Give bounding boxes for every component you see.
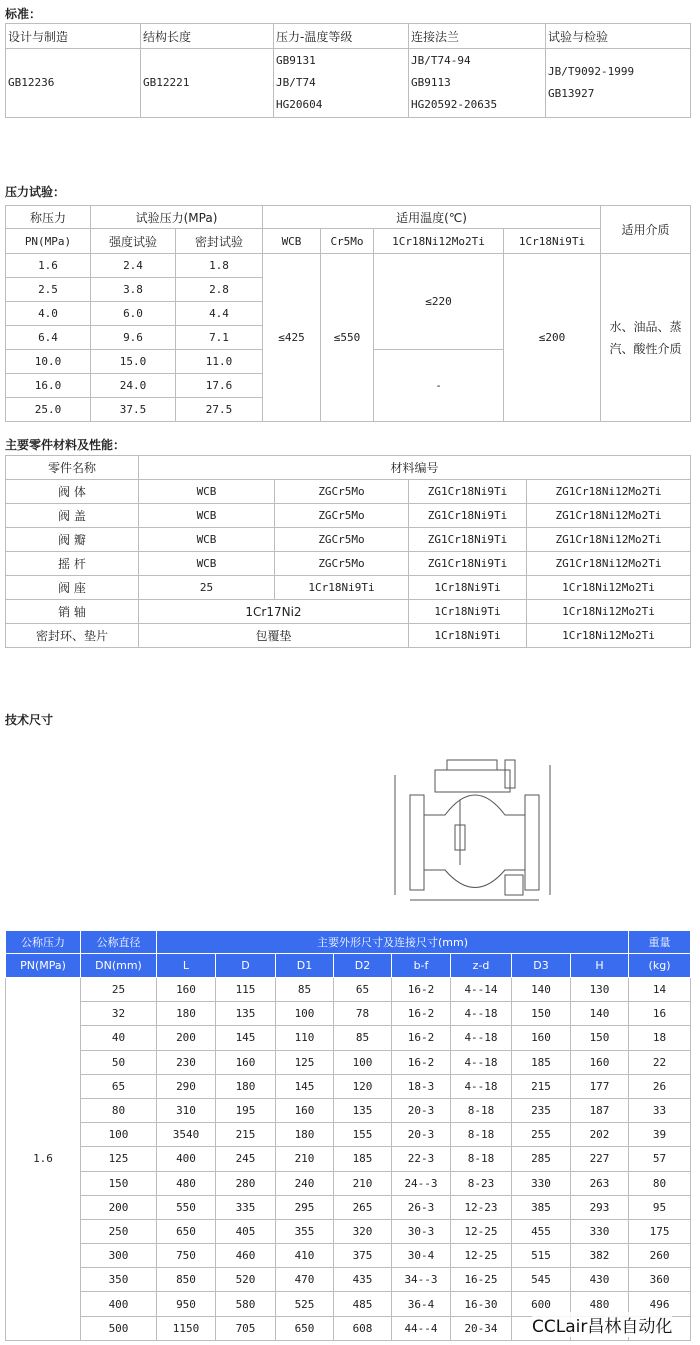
dimensions-title: 技术尺寸 — [5, 713, 54, 727]
table-cell — [141, 49, 274, 118]
column-header: 连接法兰 — [409, 24, 546, 49]
table-cell: 8-18 — [451, 1147, 512, 1171]
table-row — [6, 1098, 691, 1122]
table-cell — [274, 49, 409, 118]
table-cell: 200 — [81, 1195, 157, 1219]
table-cell: 405 — [216, 1219, 276, 1243]
table-cell: 600 — [512, 1292, 571, 1316]
table-cell: 110 — [276, 1026, 334, 1050]
part-name: 密封环、垫片 — [6, 624, 139, 648]
column-header: 重量 — [629, 931, 691, 954]
table-cell: 65 — [81, 1074, 157, 1098]
standard-code: JB/T74 — [276, 76, 316, 89]
table-cell: 295 — [276, 1195, 334, 1219]
table-cell: 335 — [216, 1195, 276, 1219]
table-cell: 39 — [629, 1123, 691, 1147]
table-cell: 57 — [629, 1147, 691, 1171]
table-cell: 20-34 — [451, 1316, 512, 1340]
table-row — [6, 49, 691, 118]
table-cell: 80 — [629, 1171, 691, 1195]
table-cell: 260 — [629, 1244, 691, 1268]
table-cell: 12-23 — [451, 1195, 512, 1219]
table-cell: 180 — [276, 1123, 334, 1147]
table-cell: 3540 — [157, 1123, 216, 1147]
table-cell: 80 — [81, 1098, 157, 1122]
table-cell: 255 — [512, 1123, 571, 1147]
table-cell: 14 — [629, 978, 691, 1002]
table-cell: 32 — [81, 1002, 157, 1026]
table-cell: 155 — [334, 1123, 392, 1147]
column-header: b-f — [392, 954, 451, 978]
table-row — [6, 1219, 691, 1243]
table-cell: 500 — [81, 1316, 157, 1340]
column-header: 结构长度 — [141, 24, 274, 49]
column-header: 试验与检验 — [546, 24, 691, 49]
table-row — [6, 1147, 691, 1171]
table-cell: 550 — [157, 1195, 216, 1219]
table-row — [6, 1074, 691, 1098]
table-cell: ZG1Cr18Ni12Mo2Ti — [527, 504, 691, 528]
table-cell: 1Cr18Ni12Mo2Ti — [527, 624, 691, 648]
table-cell: 950 — [157, 1292, 216, 1316]
column-header: 称压力 — [6, 206, 91, 229]
table-cell: 18-3 — [392, 1074, 451, 1098]
table-cell — [6, 49, 141, 118]
column-header: 密封试验 — [176, 229, 263, 254]
table-cell: 1Cr18Ni12Mo2Ti — [527, 600, 691, 624]
table-cell: 525 — [276, 1292, 334, 1316]
standard-code: JB/T74-94 — [411, 54, 471, 67]
dimensions-table — [5, 930, 691, 1341]
table-cell: 12-25 — [451, 1244, 512, 1268]
table-cell: 375 — [334, 1244, 392, 1268]
table-cell: ≤550 — [321, 254, 374, 422]
parts-title: 主要零件材料及性能： — [5, 438, 126, 452]
column-header: 强度试验 — [91, 229, 176, 254]
column-header: 零件名称 — [6, 456, 139, 480]
table-cell: 4--14 — [451, 978, 512, 1002]
table-cell: 360 — [629, 1268, 691, 1292]
column-header: D3 — [512, 954, 571, 978]
table-row — [6, 528, 691, 552]
table-cell: 7.1 — [176, 326, 263, 350]
table-cell: ≤200 — [504, 254, 601, 422]
column-header: DN(mm) — [81, 954, 157, 978]
table-cell: 187 — [571, 1098, 629, 1122]
table-cell: 100 — [276, 1002, 334, 1026]
table-cell: 580 — [216, 1292, 276, 1316]
table-cell: 180 — [157, 1002, 216, 1026]
table-cell: 430 — [571, 1268, 629, 1292]
table-cell: 210 — [276, 1147, 334, 1171]
table-cell: 12-25 — [451, 1219, 512, 1243]
table-cell: 150 — [81, 1171, 157, 1195]
standard-code: GB13927 — [548, 87, 595, 100]
table-cell: 2.5 — [6, 278, 91, 302]
table-row — [6, 624, 691, 648]
column-header: D2 — [334, 954, 392, 978]
table-cell: 705 — [216, 1316, 276, 1340]
table-cell: 27.5 — [176, 398, 263, 422]
table-row — [6, 1244, 691, 1268]
table-cell: 435 — [334, 1268, 392, 1292]
table-cell: 50 — [81, 1050, 157, 1074]
table-cell: 750 — [157, 1244, 216, 1268]
table-cell: 650 — [157, 1219, 216, 1243]
column-header: (kg) — [629, 954, 691, 978]
table-cell: 16-30 — [451, 1292, 512, 1316]
table-cell: 25 — [139, 576, 275, 600]
table-cell: 230 — [157, 1050, 216, 1074]
table-cell: 480 — [157, 1171, 216, 1195]
table-cell: 16-2 — [392, 1050, 451, 1074]
table-cell: 130 — [571, 978, 629, 1002]
table-cell: 125 — [81, 1147, 157, 1171]
column-header: 适用温度(℃) — [263, 206, 601, 229]
table-row — [6, 229, 691, 254]
table-cell: 100 — [334, 1050, 392, 1074]
column-header: D — [216, 954, 276, 978]
column-header: 主要外形尺寸及连接尺寸(mm) — [157, 931, 629, 954]
table-cell: - — [374, 350, 504, 422]
table-cell: 4.4 — [176, 302, 263, 326]
column-header: PN(MPa) — [6, 954, 81, 978]
table-cell: ZG1Cr18Ni9Ti — [409, 480, 527, 504]
table-cell: 20-3 — [392, 1123, 451, 1147]
standard-code: GB12236 — [8, 76, 55, 89]
table-row — [6, 1123, 691, 1147]
table-row — [6, 954, 691, 978]
table-cell: 3.8 — [91, 278, 176, 302]
table-cell: 330 — [512, 1171, 571, 1195]
table-cell: 34--3 — [392, 1268, 451, 1292]
table-row — [6, 576, 691, 600]
table-cell: 285 — [512, 1147, 571, 1171]
table-cell: 400 — [157, 1147, 216, 1171]
part-name: 摇 杆 — [6, 552, 139, 576]
table-cell: WCB — [139, 480, 275, 504]
table-row — [6, 1268, 691, 1292]
table-cell: 1Cr18Ni12Mo2Ti — [527, 576, 691, 600]
table-row — [6, 480, 691, 504]
table-cell: 85 — [276, 978, 334, 1002]
table-cell: 8-18 — [451, 1123, 512, 1147]
part-name: 阀 体 — [6, 480, 139, 504]
table-row — [6, 456, 691, 480]
table-cell: 24--3 — [392, 1171, 451, 1195]
table-row — [6, 24, 691, 49]
table-cell: 300 — [81, 1244, 157, 1268]
table-cell: 水、油品、蒸汽、酸性介质 — [601, 254, 691, 422]
table-cell: ≤425 — [263, 254, 321, 422]
table-cell: 1Cr17Ni2 — [139, 600, 409, 624]
table-cell: 1.6 — [6, 978, 81, 1341]
table-cell: 65 — [334, 978, 392, 1002]
table-cell: 40 — [81, 1026, 157, 1050]
table-cell: ZG1Cr18Ni12Mo2Ti — [527, 552, 691, 576]
column-header: 试验压力(MPa) — [91, 206, 263, 229]
standards-title: 标准： — [5, 7, 42, 21]
table-cell: 85 — [334, 1026, 392, 1050]
table-cell: 20-3 — [392, 1098, 451, 1122]
standard-code: JB/T9092-1999 — [548, 65, 635, 78]
table-cell: 185 — [334, 1147, 392, 1171]
table-cell: 180 — [216, 1074, 276, 1098]
table-row — [6, 1171, 691, 1195]
table-cell: 160 — [157, 978, 216, 1002]
table-cell: 385 — [512, 1195, 571, 1219]
table-cell: WCB — [139, 504, 275, 528]
table-cell: 140 — [571, 1002, 629, 1026]
table-cell: 6.0 — [91, 302, 176, 326]
table-cell: 290 — [157, 1074, 216, 1098]
table-cell: 545 — [512, 1268, 571, 1292]
table-cell: 44--4 — [392, 1316, 451, 1340]
table-row — [6, 978, 691, 1002]
table-cell: ZG1Cr18Ni12Mo2Ti — [527, 528, 691, 552]
table-cell: 22 — [629, 1050, 691, 1074]
table-cell: 1150 — [157, 1316, 216, 1340]
table-row — [6, 254, 691, 278]
column-header: 适用介质 — [601, 206, 691, 254]
table-cell: 195 — [216, 1098, 276, 1122]
column-header: 公称压力 — [6, 931, 81, 954]
table-cell: 135 — [216, 1002, 276, 1026]
column-header: 公称直径 — [81, 931, 157, 954]
table-cell: 9.6 — [91, 326, 176, 350]
table-cell: 16-2 — [392, 1026, 451, 1050]
table-cell: 150 — [512, 1002, 571, 1026]
table-cell: 455 — [512, 1219, 571, 1243]
table-cell: 15.0 — [91, 350, 176, 374]
column-header: z-d — [451, 954, 512, 978]
table-cell: ≤220 — [374, 254, 504, 350]
standard-code: HG20604 — [276, 98, 323, 111]
table-cell: 4--18 — [451, 1050, 512, 1074]
column-header: 材料编号 — [139, 456, 691, 480]
table-cell: 520 — [216, 1268, 276, 1292]
table-cell: 227 — [571, 1147, 629, 1171]
table-cell: 330 — [571, 1219, 629, 1243]
valve-drawing — [385, 755, 560, 905]
table-row — [6, 1026, 691, 1050]
table-cell: 1.6 — [6, 254, 91, 278]
table-cell: 25.0 — [6, 398, 91, 422]
pressure-test-title: 压力试验： — [5, 185, 66, 199]
table-row — [6, 206, 691, 229]
table-cell: 26 — [629, 1074, 691, 1098]
table-cell: 140 — [512, 978, 571, 1002]
table-cell: 215 — [512, 1074, 571, 1098]
table-cell: 25 — [81, 978, 157, 1002]
column-header: H — [571, 954, 629, 978]
table-row — [6, 600, 691, 624]
table-cell: 145 — [216, 1026, 276, 1050]
table-cell: 4--18 — [451, 1002, 512, 1026]
part-name: 阀 座 — [6, 576, 139, 600]
table-cell: 30-4 — [392, 1244, 451, 1268]
table-cell: 145 — [276, 1074, 334, 1098]
table-cell: 4.0 — [6, 302, 91, 326]
table-cell: ZG1Cr18Ni9Ti — [409, 552, 527, 576]
table-cell: 16-2 — [392, 978, 451, 1002]
table-cell: ZGCr5Mo — [275, 480, 409, 504]
table-row — [6, 931, 691, 954]
table-cell: 95 — [629, 1195, 691, 1219]
table-cell: ZGCr5Mo — [275, 504, 409, 528]
table-cell: 33 — [629, 1098, 691, 1122]
table-cell: 160 — [512, 1026, 571, 1050]
standard-code: HG20592-20635 — [411, 98, 498, 111]
table-row — [6, 504, 691, 528]
table-cell: 293 — [571, 1195, 629, 1219]
table-cell: 2.8 — [176, 278, 263, 302]
table-cell: ZG1Cr18Ni9Ti — [409, 528, 527, 552]
table-cell: 包覆垫 — [139, 624, 409, 648]
table-cell: 350 — [81, 1268, 157, 1292]
standard-code: GB9131 — [276, 54, 316, 67]
table-cell: 310 — [157, 1098, 216, 1122]
table-row — [6, 552, 691, 576]
table-cell: 1Cr18Ni9Ti — [275, 576, 409, 600]
table-cell: 355 — [276, 1219, 334, 1243]
column-header: 设计与制造 — [6, 24, 141, 49]
table-cell — [546, 49, 691, 118]
table-cell: 480 — [571, 1292, 629, 1316]
table-cell: 400 — [81, 1292, 157, 1316]
table-cell: 16.0 — [6, 374, 91, 398]
part-name: 阀 盖 — [6, 504, 139, 528]
table-cell: 485 — [334, 1292, 392, 1316]
table-cell: 22-3 — [392, 1147, 451, 1171]
table-cell: 17.6 — [176, 374, 263, 398]
column-header: D1 — [276, 954, 334, 978]
part-name: 阀 瓣 — [6, 528, 139, 552]
table-cell: 26-3 — [392, 1195, 451, 1219]
column-header: 1Cr18Ni12Mo2Ti — [374, 229, 504, 254]
table-cell: WCB — [139, 528, 275, 552]
table-cell: 100 — [81, 1123, 157, 1147]
watermark: CCLair昌林自动化 — [532, 1312, 672, 1337]
table-cell: 24.0 — [91, 374, 176, 398]
column-header: PN(MPa) — [6, 229, 91, 254]
pressure-test-table — [5, 205, 691, 422]
table-cell: 125 — [276, 1050, 334, 1074]
table-cell: 16 — [629, 1002, 691, 1026]
table-cell: 1Cr18Ni9Ti — [409, 600, 527, 624]
table-cell: 265 — [334, 1195, 392, 1219]
table-cell: 4--18 — [451, 1074, 512, 1098]
table-row — [6, 1050, 691, 1074]
column-header: WCB — [263, 229, 321, 254]
column-header: 1Cr18Ni9Ti — [504, 229, 601, 254]
table-cell: 6.4 — [6, 326, 91, 350]
table-cell: 177 — [571, 1074, 629, 1098]
table-cell: 120 — [334, 1074, 392, 1098]
table-cell: 382 — [571, 1244, 629, 1268]
table-cell: 78 — [334, 1002, 392, 1026]
table-cell: 10.0 — [6, 350, 91, 374]
table-cell: 210 — [334, 1171, 392, 1195]
table-cell: 650 — [276, 1316, 334, 1340]
table-cell — [409, 49, 546, 118]
column-header: 压力-温度等级 — [274, 24, 409, 49]
table-cell: ZGCr5Mo — [275, 552, 409, 576]
standard-code: GB9113 — [411, 76, 451, 89]
table-cell: WCB — [139, 552, 275, 576]
table-cell: 18 — [629, 1026, 691, 1050]
table-cell: 175 — [629, 1219, 691, 1243]
table-cell: 496 — [629, 1292, 691, 1316]
parts-table — [5, 455, 691, 648]
table-cell: 200 — [157, 1026, 216, 1050]
table-cell: 1Cr18Ni9Ti — [409, 624, 527, 648]
table-cell: ZG1Cr18Ni12Mo2Ti — [527, 480, 691, 504]
standards-table — [5, 23, 691, 118]
table-cell: 2.4 — [91, 254, 176, 278]
table-cell: 320 — [334, 1219, 392, 1243]
table-cell: 245 — [216, 1147, 276, 1171]
table-cell: 150 — [571, 1026, 629, 1050]
table-cell: 135 — [334, 1098, 392, 1122]
column-header: Cr5Mo — [321, 229, 374, 254]
table-cell: 263 — [571, 1171, 629, 1195]
table-cell: 8-23 — [451, 1171, 512, 1195]
table-cell: ZGCr5Mo — [275, 528, 409, 552]
table-cell: 608 — [334, 1316, 392, 1340]
table-cell: 515 — [512, 1244, 571, 1268]
table-cell: 16-2 — [392, 1002, 451, 1026]
table-cell: 16-25 — [451, 1268, 512, 1292]
table-cell: 202 — [571, 1123, 629, 1147]
table-cell: 280 — [216, 1171, 276, 1195]
table-cell: 8-18 — [451, 1098, 512, 1122]
table-cell: 36-4 — [392, 1292, 451, 1316]
table-row — [6, 1002, 691, 1026]
table-cell: 215 — [216, 1123, 276, 1147]
table-cell: 235 — [512, 1098, 571, 1122]
table-cell: 460 — [216, 1244, 276, 1268]
table-cell: ZG1Cr18Ni9Ti — [409, 504, 527, 528]
part-name: 销 轴 — [6, 600, 139, 624]
table-cell: 250 — [81, 1219, 157, 1243]
table-row — [6, 1195, 691, 1219]
table-cell: 30-3 — [392, 1219, 451, 1243]
table-cell: 37.5 — [91, 398, 176, 422]
table-cell: 11.0 — [176, 350, 263, 374]
table-cell: 850 — [157, 1268, 216, 1292]
table-cell: 115 — [216, 978, 276, 1002]
table-cell: 410 — [276, 1244, 334, 1268]
table-cell: 160 — [571, 1050, 629, 1074]
table-cell: 1Cr18Ni9Ti — [409, 576, 527, 600]
table-cell: 160 — [276, 1098, 334, 1122]
table-cell: 4--18 — [451, 1026, 512, 1050]
column-header: L — [157, 954, 216, 978]
table-cell: 185 — [512, 1050, 571, 1074]
table-cell: 240 — [276, 1171, 334, 1195]
table-cell: 1.8 — [176, 254, 263, 278]
table-cell: 470 — [276, 1268, 334, 1292]
standard-code: GB12221 — [143, 76, 190, 89]
table-cell: 160 — [216, 1050, 276, 1074]
